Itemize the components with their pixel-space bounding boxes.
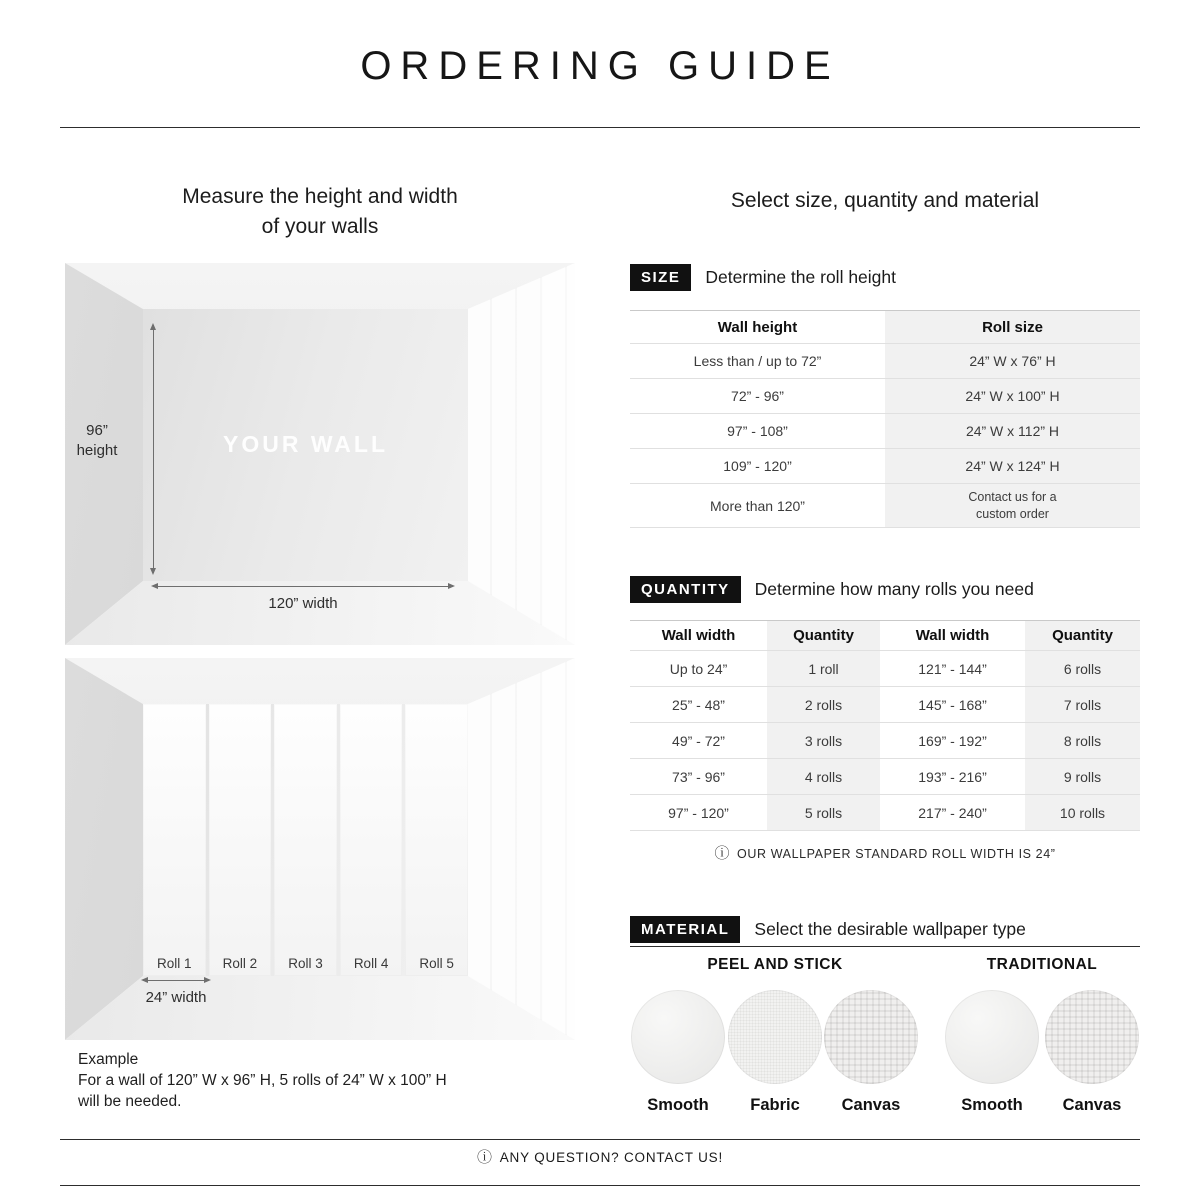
size-cell-roll-size: 24” W x 100” H xyxy=(885,379,1140,414)
size-subtitle: Determine the roll height xyxy=(705,267,896,287)
example-line1: For a wall of 120” W x 96” H, 5 rolls of 24” W x 100” H xyxy=(78,1072,447,1089)
material-badge: MATERIAL xyxy=(630,916,740,943)
quantity-cell: 217” - 240” xyxy=(880,795,1025,831)
title-divider xyxy=(60,127,1140,128)
page-title: ORDERING GUIDE xyxy=(360,44,840,88)
example-title: Example xyxy=(78,1051,139,1068)
size-header-roll-size: Roll size xyxy=(885,311,1140,344)
quantity-header: Wall width xyxy=(880,621,1025,651)
quantity-cell: 25” - 48” xyxy=(630,687,767,723)
quantity-cell: 1 roll xyxy=(767,651,880,687)
quantity-cell: Up to 24” xyxy=(630,651,767,687)
size-badge: SIZE xyxy=(630,264,691,291)
measure-heading-line2: of your walls xyxy=(261,215,379,238)
material-section-header xyxy=(630,916,1140,943)
size-cell-wall-height: 72” - 96” xyxy=(630,379,885,414)
quantity-cell: 7 rolls xyxy=(1025,687,1140,723)
roll-label: Roll 3 xyxy=(288,956,323,971)
quantity-header: Quantity xyxy=(1025,621,1140,651)
footer-divider-top xyxy=(60,1139,1140,1140)
example-note xyxy=(78,1049,578,1112)
swatch-label-smooth-traditional: Smooth xyxy=(961,1096,1023,1114)
size-cell-roll-size xyxy=(885,484,1140,528)
material-subtitle: Select the desirable wallpaper type xyxy=(754,919,1026,939)
quantity-cell: 97” - 120” xyxy=(630,795,767,831)
custom-order-text: Contact us for a custom order xyxy=(968,490,1057,521)
size-cell-roll-size: 24” W x 112” H xyxy=(885,414,1140,449)
quantity-table xyxy=(630,620,1140,831)
quantity-cell: 121” - 144” xyxy=(880,651,1025,687)
wallpaper-roll-panel xyxy=(405,704,468,976)
roll-width-dimension-line xyxy=(143,980,209,981)
size-cell-roll-size: 24” W x 124” H xyxy=(885,449,1140,484)
your-wall-label: YOUR WALL xyxy=(223,431,388,457)
quantity-cell: 8 rolls xyxy=(1025,723,1140,759)
quantity-cell: 5 rolls xyxy=(767,795,880,831)
size-cell-roll-size: 24” W x 76” H xyxy=(885,344,1140,379)
footer-note xyxy=(0,1150,1200,1165)
swatch-smooth-peel-and-stick xyxy=(631,990,725,1084)
quantity-header: Quantity xyxy=(767,621,880,651)
roll-label: Roll 4 xyxy=(353,956,389,971)
footer-text: ANY QUESTION? CONTACT US! xyxy=(499,1150,724,1165)
size-header-wall-height: Wall height xyxy=(630,311,885,344)
quantity-cell: 4 rolls xyxy=(767,759,880,795)
wall-height-label: 96” height xyxy=(76,422,118,459)
wallpaper-panels xyxy=(143,704,468,976)
measure-heading-line1: Measure the height and width xyxy=(182,185,458,208)
size-table xyxy=(630,310,1140,528)
room-illustration-rolls xyxy=(65,658,575,1040)
quantity-cell: 9 rolls xyxy=(1025,759,1140,795)
height-dimension-line xyxy=(153,325,154,573)
quantity-cell: 10 rolls xyxy=(1025,795,1140,831)
wall-width-label: 120” width xyxy=(268,595,338,612)
material-group-peel-and-stick-title: PEEL AND STICK xyxy=(707,956,843,973)
quantity-cell: 49” - 72” xyxy=(630,723,767,759)
size-cell-wall-height: 97” - 108” xyxy=(630,414,885,449)
swatch-label-canvas: Canvas xyxy=(841,1096,901,1114)
quantity-subtitle: Determine how many rolls you need xyxy=(754,579,1034,599)
swatch-canvas-traditional xyxy=(1045,990,1139,1084)
wallpaper-roll-panel xyxy=(209,704,272,976)
swatch-label-fabric: Fabric xyxy=(750,1096,800,1114)
size-cell-wall-height: More than 120” xyxy=(630,484,885,528)
quantity-section-header xyxy=(630,576,1140,603)
size-cell-wall-height: 109” - 120” xyxy=(630,449,885,484)
roll-label: Roll 1 xyxy=(157,956,192,971)
quantity-cell: 2 rolls xyxy=(767,687,880,723)
roll-label: Roll 2 xyxy=(222,956,258,971)
roll-width-note-text: OUR WALLPAPER STANDARD ROLL WIDTH IS 24” xyxy=(737,846,1056,861)
material-group-traditional-title: TRADITIONAL xyxy=(986,956,1098,973)
wallpaper-roll-panel xyxy=(143,704,206,976)
info-icon: ⓘ xyxy=(476,1149,493,1166)
roll-label: Roll 5 xyxy=(419,956,454,971)
quantity-cell: 169” - 192” xyxy=(880,723,1025,759)
select-heading: Select size, quantity and material xyxy=(730,189,1040,212)
measure-heading xyxy=(65,182,575,242)
quantity-cell: 145” - 168” xyxy=(880,687,1025,723)
size-cell-wall-height: Less than / up to 72” xyxy=(630,344,885,379)
swatch-label-canvas-traditional: Canvas xyxy=(1062,1096,1122,1114)
roll-width-label: 24” width xyxy=(145,989,207,1006)
room-illustration-empty xyxy=(65,263,575,645)
quantity-cell: 73” - 96” xyxy=(630,759,767,795)
info-icon: ⓘ xyxy=(714,845,731,862)
swatch-smooth-traditional xyxy=(945,990,1039,1084)
swatch-fabric-peel-and-stick xyxy=(728,990,822,1084)
quantity-badge: QUANTITY xyxy=(630,576,741,603)
swatch-label-smooth: Smooth xyxy=(647,1096,709,1114)
wallpaper-roll-panel xyxy=(340,704,403,976)
quantity-cell: 6 rolls xyxy=(1025,651,1140,687)
roll-width-note xyxy=(630,846,1140,861)
size-section-header xyxy=(630,264,1140,291)
quantity-cell: 3 rolls xyxy=(767,723,880,759)
width-dimension-line xyxy=(153,586,453,587)
wallpaper-roll-panel xyxy=(274,704,337,976)
quantity-cell: 193” - 216” xyxy=(880,759,1025,795)
swatch-canvas-peel-and-stick xyxy=(824,990,918,1084)
material-divider xyxy=(630,946,1140,947)
footer-divider-bottom xyxy=(60,1185,1140,1186)
quantity-header: Wall width xyxy=(630,621,767,651)
example-line2: will be needed. xyxy=(78,1093,182,1110)
